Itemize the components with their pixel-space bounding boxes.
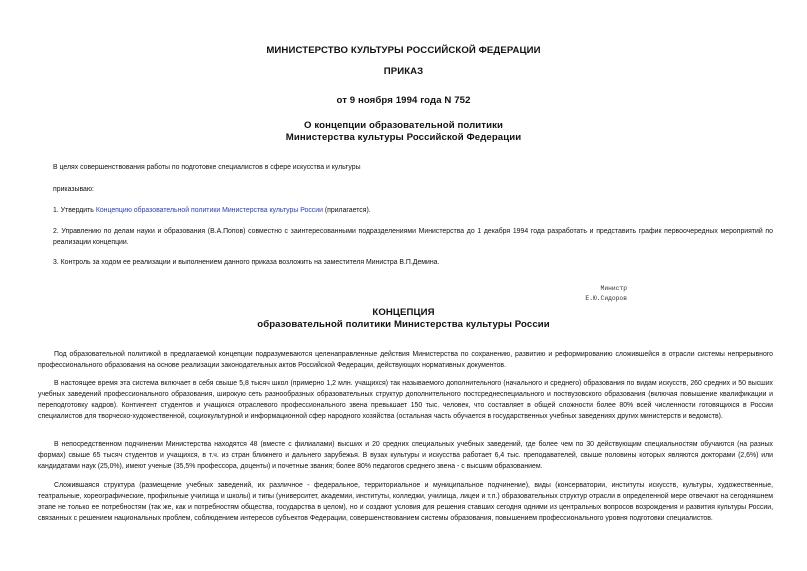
concept-paragraph-4: Сложившаяся структура (размещение учебных заведений, их различное - федеральное, территориальное и муниципальное подчинение), виды (консерватории, институты искусств, культуры, художественные, театральные, хореографические, профильные училища и школы) и типы (университет, академии, институты, колледжи, училища, лицеи и т.п.) образовательных структур отрасли в определенной мере отвечают на сегодняшнем этапе не только ее потребностям (так же, как и потребностям общества, государства в целом), но и создают условия для решения ставших сегодня одними из центральных вопросов возрождения и развития культуры России, связанных с решением национальных проблем, соблюдением интересов субъектов Федерации, совершенствованием системы образования, повышением профессионального уровня подготовки специалистов. [38,482,773,522]
order-preamble: В целях совершенствования работы по подготовке специалистов в сфере искусства и культуры [53,164,361,171]
order-item-1 [53,205,773,216]
subject-line-1: О концепции образовательной политики [304,120,503,131]
order-item-1-prefix: 1. Утвердить [53,207,96,214]
signature-title: Министр [600,285,627,292]
order-item-1-suffix: (прилагается). [322,207,371,214]
order-item-2: 2. Управлению по делам науки и образования (В.А.Попов) совместно с заинтересованными подразделениями Министерства до 1 декабря 1994 года разработать и представить график первоочередных мероприятий по реализации концепции. [53,228,773,246]
concept-subtitle: образовательной политики Министерства культуры России [257,319,550,330]
signature-name: Е.Ю.Сидоров [585,295,627,302]
date-number-heading: от 9 ноября 1994 года N 752 [336,95,471,106]
concept-paragraph-2: В настоящее время эта система включает в себя свыше 5,8 тысяч школ (примерно 1,2 млн. учащихся) так называемого дополнительного (начального и среднего) образования по видам искусств, 260 средних и 50 высших учебных заведений профессионального образования, широкую сеть разнообразных образовательных структур дополнительного постсреднеспециального и поствузовского образования (включая повышение квалификации и переподготовку кадров). Контингент студентов и учащихся отраслевого профессионального звена превышает 150 тыс. человек, что составляет в общей сложности более 80% всей численности готовящихся в России специалистов для творческо-художественной, социокультурной и информационной сфер народного хозяйства (остальная часть обучается в государственных учебных заведениях других министерств и ведомств). [38,380,773,420]
doc-type-heading: ПРИКАЗ [383,66,424,77]
subject-line-2: Министерства культуры Российской Федерации [285,132,522,143]
order-item-3: 3. Контроль за ходом ее реализации и выполнением данного приказа возложить на заместителя Министра В.П.Демина. [53,259,440,266]
concept-link[interactable]: Концепцию образовательной политики Министерства культуры России [95,207,323,214]
concept-paragraph-3: В непосредственном подчинении Министерства находятся 48 (вместе с филиалами) высших и 20 средних специальных учебных заведений, где более чем по 30 действующим специальностям обучаются (на разных формах) свыше 65 тысяч студентов и учащихся, в т.ч. из стран ближнего и дальнего зарубежья. В вузах культуры и искусства работает 6,4 тыс. преподавателей, свыше половины которых являются докторами (2,6%) или кандидатами наук (25,0%), имеют ученые (35,5% профессора, доценты) и почетные звания; более 80% педагогов среднего звена - с высшим образованием. [38,441,773,470]
order-command: приказываю: [53,186,94,193]
signature-block [585,284,627,304]
concept-paragraph-1: Под образовательной политикой в предлагаемой концепции подразумеваются целенаправленные действия Министерства по сохранению, развитию и реформированию сложившейся в отрасли системы непрерывного профессионального образования на основе реализации законодательных актов Российской Федерации, действующих нормативных документов. [38,351,773,369]
concept-title: КОНЦЕПЦИЯ [372,307,435,318]
ministry-heading: МИНИСТЕРСТВО КУЛЬТУРЫ РОССИЙСКОЙ ФЕДЕРАЦИИ [266,45,541,56]
